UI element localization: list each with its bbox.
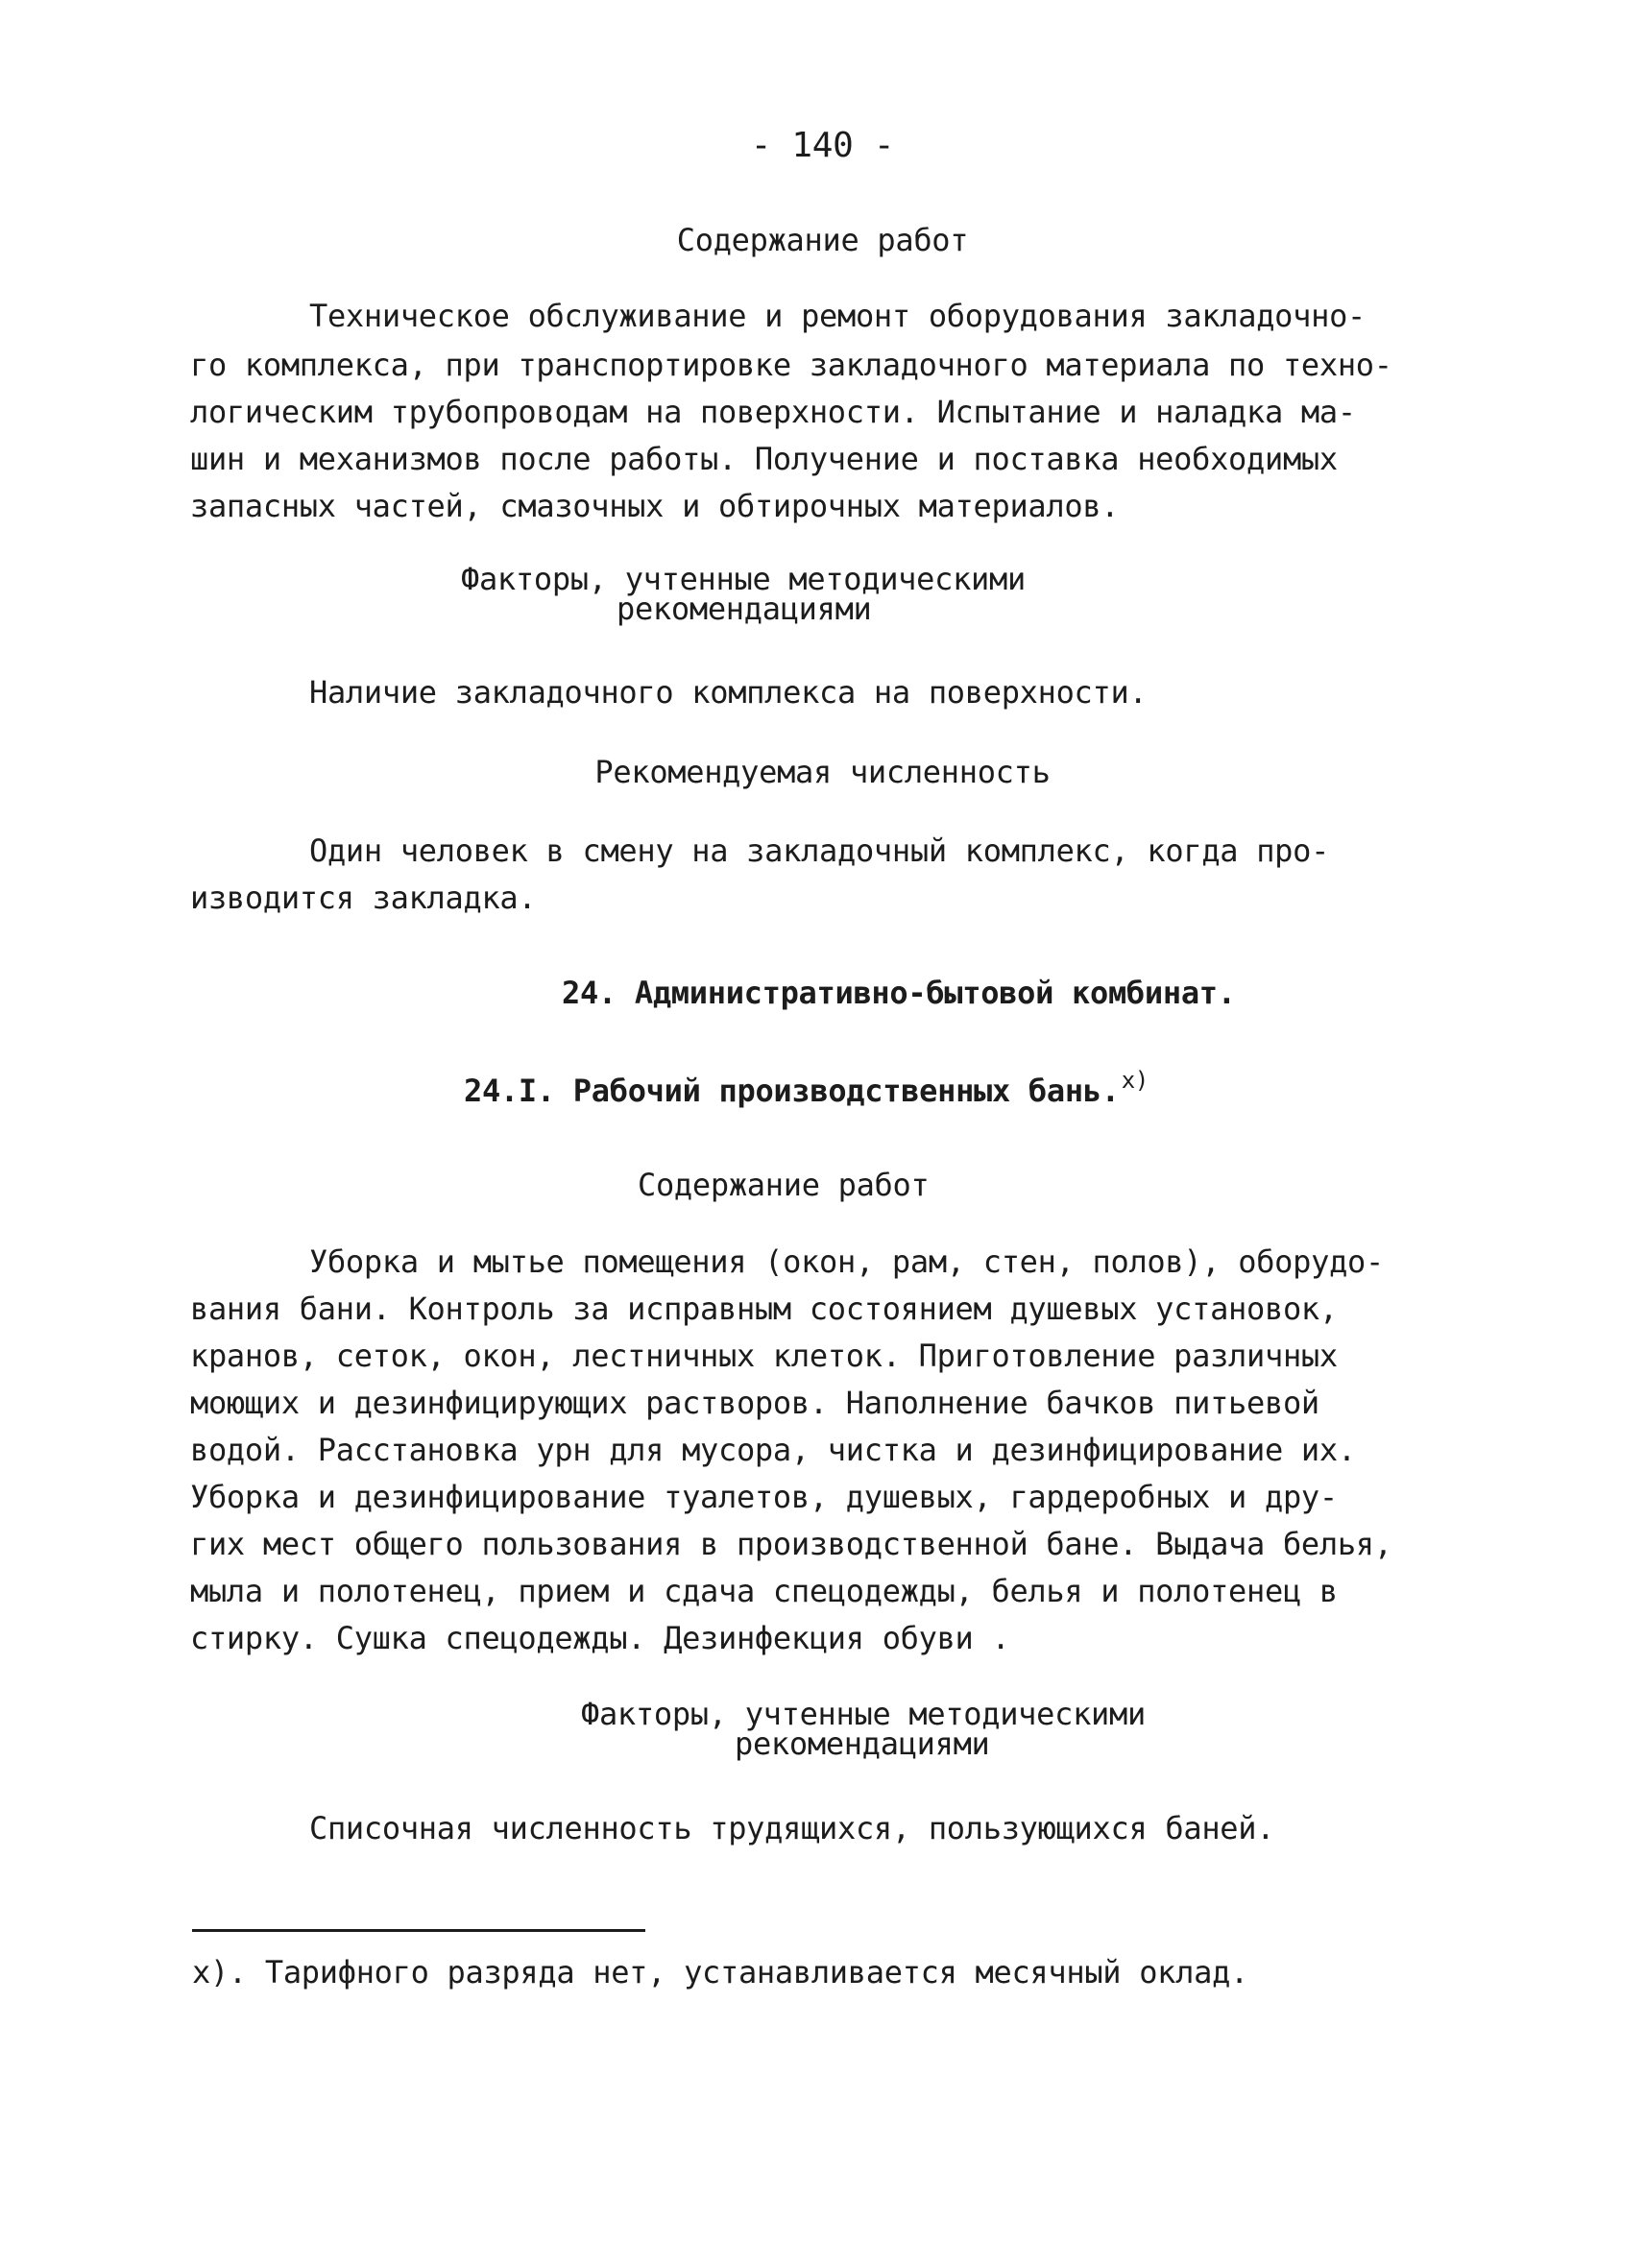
- section-heading-work-content: Содержание работ: [638, 1167, 930, 1203]
- subsection-title-text: 24.I. Рабочий производственных бань.: [464, 1073, 1120, 1109]
- section-heading-work-content: Содержание работ: [676, 222, 969, 258]
- paragraph-line: гих мест общего пользования в производственной бане. Выдача белья,: [190, 1526, 1392, 1562]
- recommended-heading: Рекомендуемая численность: [594, 754, 1051, 790]
- paragraph-line: кранов, сеток, окон, лестничных клеток. Приготовление различных: [190, 1338, 1338, 1374]
- paragraph-line: шин и механизмов после работы. Получение и поставка необходимых: [190, 441, 1338, 477]
- footnote-divider: [192, 1929, 645, 1932]
- paragraph-line: вания бани. Контроль за исправным состоянием душевых установок,: [190, 1291, 1338, 1327]
- paragraph-line: Один человек в смену на закладочный комплекс, когда про-: [309, 832, 1330, 869]
- factors-heading: рекомендациями: [617, 591, 872, 627]
- paragraph-line: Техническое обслуживание и ремонт оборудования закладочно-: [309, 298, 1367, 334]
- paragraph-line: мыла и полотенец, прием и сдача спецодежды, белья и полотенец в: [190, 1573, 1338, 1609]
- paragraph-line: Уборка и дезинфицирование туалетов, душевых, гардеробных и дру-: [190, 1479, 1338, 1515]
- factors-text: Списочная численность трудящихся, пользующихся баней.: [309, 1810, 1275, 1846]
- section-title: 24. Административно-бытовой комбинат.: [562, 975, 1236, 1011]
- factors-text: Наличие закладочного комплекса на поверхности.: [309, 674, 1148, 711]
- paragraph-line: го комплекса, при транспортировке закладочного материала по техно-: [190, 347, 1392, 383]
- paragraph-line: водой. Расстановка урн для мусора, чистка и дезинфицирование их.: [190, 1432, 1356, 1468]
- footnote-marker: x): [1121, 1067, 1149, 1094]
- subsection-title: [464, 1068, 1149, 1114]
- paragraph-line: моющих и дезинфицирующих растворов. Наполнение бачков питьевой: [190, 1385, 1319, 1421]
- paragraph-line: логическим трубопроводам на поверхности. Испытание и наладка ма-: [190, 394, 1356, 430]
- paragraph-line: стирку. Сушка спецодежды. Дезинфекция обуви .: [190, 1620, 1010, 1656]
- factors-heading: Факторы, учтенные методическими: [581, 1696, 1146, 1732]
- paragraph-line: Уборка и мытье помещения (окон, рам, стен, полов), оборудо-: [309, 1243, 1384, 1280]
- footnote-text: x). Тарифного разряда нет, устанавливается месячный оклад.: [192, 1954, 1249, 1991]
- factors-heading: рекомендациями: [735, 1725, 990, 1762]
- paragraph-line: изводится закладка.: [190, 880, 537, 916]
- page-number: - 140 -: [750, 126, 895, 165]
- factors-heading: Факторы, учтенные методическими: [461, 561, 1026, 597]
- paragraph-line: запасных частей, смазочных и обтирочных материалов.: [190, 488, 1120, 524]
